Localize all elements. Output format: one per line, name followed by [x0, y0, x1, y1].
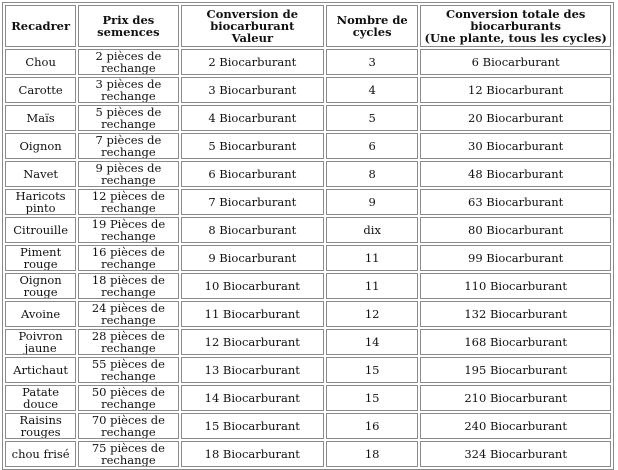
table-header	[5, 5, 611, 47]
cell-total-biofuel: 20 Biocarburant	[420, 105, 611, 131]
table-row	[5, 273, 611, 299]
cell-biofuel-value: 8 Biocarburant	[181, 217, 324, 243]
cell-total-biofuel: 195 Biocarburant	[420, 357, 611, 383]
cell-seed-price: 16 pièces de rechange	[78, 245, 178, 271]
cell-cycle-count: 9	[326, 189, 418, 215]
header-seed-price: Prix des semences	[78, 5, 178, 47]
cell-biofuel-value: 11 Biocarburant	[181, 301, 324, 327]
cell-biofuel-value: 6 Biocarburant	[181, 161, 324, 187]
cell-crop: Citrouille	[5, 217, 76, 243]
header-cycle-count: Nombre de cycles	[326, 5, 418, 47]
cell-biofuel-value: 2 Biocarburant	[181, 49, 324, 75]
cell-seed-price: 5 pièces de rechange	[78, 105, 178, 131]
cell-total-biofuel: 63 Biocarburant	[420, 189, 611, 215]
cell-crop: Raisins rouges	[5, 413, 76, 439]
table-row	[5, 133, 611, 159]
cell-biofuel-value: 13 Biocarburant	[181, 357, 324, 383]
cell-seed-price: 18 pièces de rechange	[78, 273, 178, 299]
cell-total-biofuel: 168 Biocarburant	[420, 329, 611, 355]
table-row	[5, 413, 611, 439]
cell-total-biofuel: 6 Biocarburant	[420, 49, 611, 75]
cell-biofuel-value: 9 Biocarburant	[181, 245, 324, 271]
cell-cycle-count: 16	[326, 413, 418, 439]
cell-total-biofuel: 80 Biocarburant	[420, 217, 611, 243]
cell-cycle-count: 6	[326, 133, 418, 159]
cell-seed-price: 3 pièces de rechange	[78, 77, 178, 103]
cell-biofuel-value: 7 Biocarburant	[181, 189, 324, 215]
cell-biofuel-value: 5 Biocarburant	[181, 133, 324, 159]
cell-total-biofuel: 48 Biocarburant	[420, 161, 611, 187]
table-row	[5, 329, 611, 355]
cell-biofuel-value: 3 Biocarburant	[181, 77, 324, 103]
table-row	[5, 357, 611, 383]
table-row	[5, 217, 611, 243]
cell-cycle-count: 5	[326, 105, 418, 131]
table-row	[5, 49, 611, 75]
table-row	[5, 161, 611, 187]
table-row	[5, 245, 611, 271]
cell-seed-price: 70 pièces de rechange	[78, 413, 178, 439]
cell-crop: Carotte	[5, 77, 76, 103]
cell-seed-price: 55 pièces de rechange	[78, 357, 178, 383]
cell-crop: Artichaut	[5, 357, 76, 383]
header-row	[5, 5, 611, 47]
cell-seed-price: 75 pièces de rechange	[78, 441, 178, 467]
cell-crop: chou frisé	[5, 441, 76, 467]
cell-total-biofuel: 30 Biocarburant	[420, 133, 611, 159]
cell-cycle-count: 12	[326, 301, 418, 327]
cell-total-biofuel: 240 Biocarburant	[420, 413, 611, 439]
table-row	[5, 105, 611, 131]
cell-seed-price: 2 pièces de rechange	[78, 49, 178, 75]
table-row	[5, 77, 611, 103]
table-row	[5, 189, 611, 215]
cell-cycle-count: 18	[326, 441, 418, 467]
cell-seed-price: 9 pièces de rechange	[78, 161, 178, 187]
cell-cycle-count: 8	[326, 161, 418, 187]
cell-crop: Patate douce	[5, 385, 76, 411]
table-body	[5, 49, 611, 467]
cell-biofuel-value: 15 Biocarburant	[181, 413, 324, 439]
cell-cycle-count: 3	[326, 49, 418, 75]
cell-crop: Chou	[5, 49, 76, 75]
cell-seed-price: 28 pièces de rechange	[78, 329, 178, 355]
cell-total-biofuel: 324 Biocarburant	[420, 441, 611, 467]
cell-total-biofuel: 132 Biocarburant	[420, 301, 611, 327]
cell-crop: Piment rouge	[5, 245, 76, 271]
cell-seed-price: 19 Pièces de rechange	[78, 217, 178, 243]
cell-seed-price: 7 pièces de rechange	[78, 133, 178, 159]
header-biofuel-value: Conversion de biocarburant Valeur	[181, 5, 324, 47]
cell-biofuel-value: 12 Biocarburant	[181, 329, 324, 355]
cell-crop: Oignon rouge	[5, 273, 76, 299]
cell-crop: Poivron jaune	[5, 329, 76, 355]
header-crop: Recadrer	[5, 5, 76, 47]
cell-seed-price: 24 pièces de rechange	[78, 301, 178, 327]
cell-cycle-count: 4	[326, 77, 418, 103]
cell-cycle-count: 14	[326, 329, 418, 355]
cell-total-biofuel: 99 Biocarburant	[420, 245, 611, 271]
cell-seed-price: 50 pièces de rechange	[78, 385, 178, 411]
cell-seed-price: 12 pièces de rechange	[78, 189, 178, 215]
cell-cycle-count: 11	[326, 273, 418, 299]
cell-biofuel-value: 4 Biocarburant	[181, 105, 324, 131]
cell-total-biofuel: 12 Biocarburant	[420, 77, 611, 103]
cell-crop: Maïs	[5, 105, 76, 131]
cell-crop: Oignon	[5, 133, 76, 159]
cell-crop: Navet	[5, 161, 76, 187]
table-row	[5, 441, 611, 467]
crop-biofuel-table	[2, 2, 614, 470]
cell-total-biofuel: 110 Biocarburant	[420, 273, 611, 299]
cell-crop: Haricots pinto	[5, 189, 76, 215]
table-row	[5, 301, 611, 327]
cell-crop: Avoine	[5, 301, 76, 327]
cell-cycle-count: dix	[326, 217, 418, 243]
cell-biofuel-value: 14 Biocarburant	[181, 385, 324, 411]
cell-biofuel-value: 18 Biocarburant	[181, 441, 324, 467]
cell-cycle-count: 11	[326, 245, 418, 271]
cell-cycle-count: 15	[326, 385, 418, 411]
cell-total-biofuel: 210 Biocarburant	[420, 385, 611, 411]
header-total-biofuel: Conversion totale des biocarburants (Une plante, tous les cycles)	[420, 5, 611, 47]
table-row	[5, 385, 611, 411]
cell-cycle-count: 15	[326, 357, 418, 383]
cell-biofuel-value: 10 Biocarburant	[181, 273, 324, 299]
